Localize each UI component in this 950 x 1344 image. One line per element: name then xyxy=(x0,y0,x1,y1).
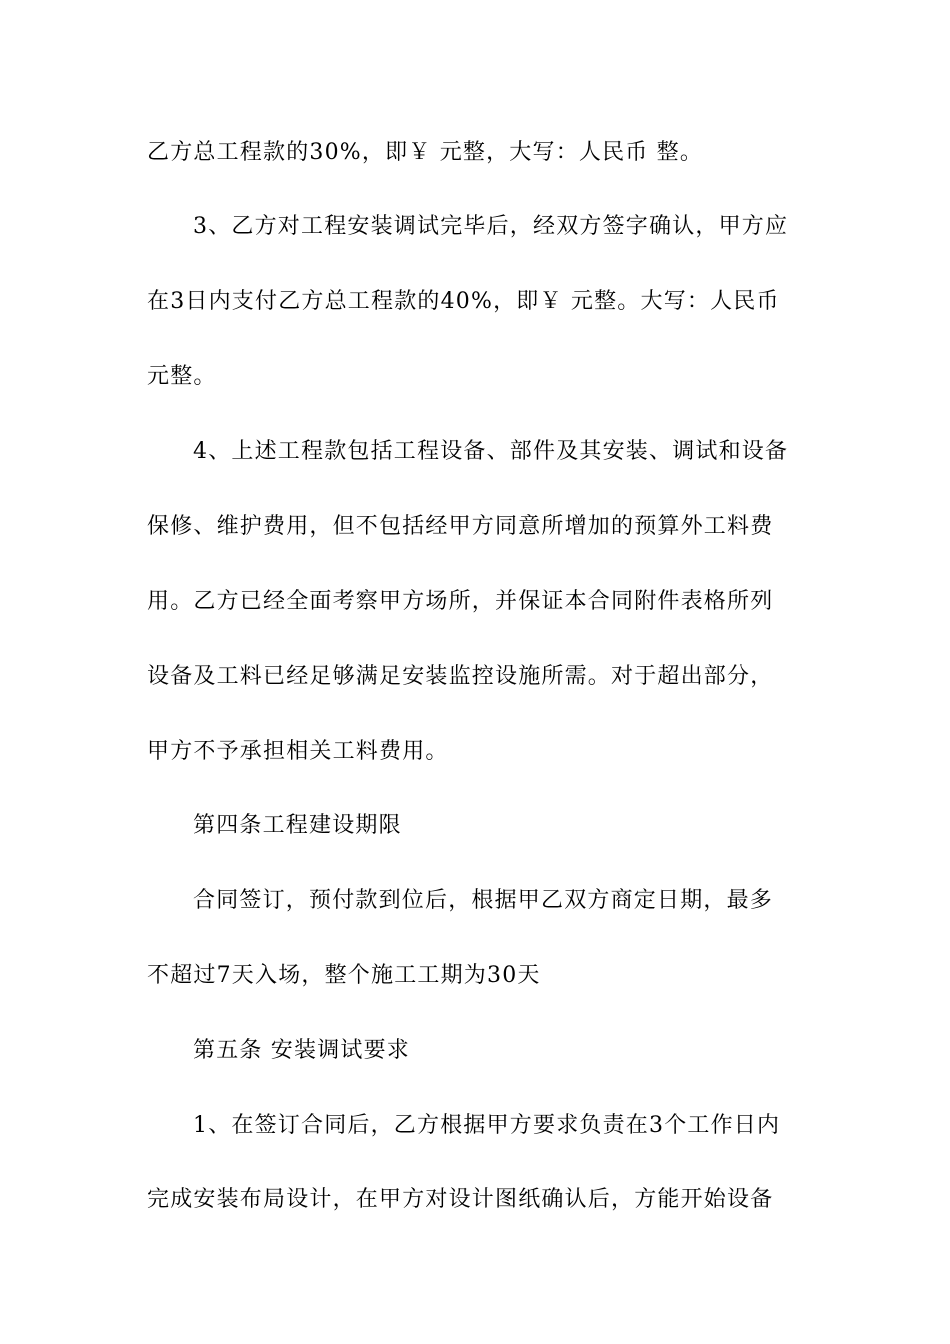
section-heading-5: 第五条 安装调试要求 xyxy=(193,1038,410,1063)
text-line-5: 4、上述工程款包括工程设备、部件及其安装、调试和设备 xyxy=(193,439,789,464)
section-heading-4: 第四条工程建设期限 xyxy=(193,813,402,838)
text-line-3: 在3日内支付乙方总工程款的40%，即￥ 元整。大写：人民币 xyxy=(147,289,780,314)
text-line-8: 设备及工料已经足够满足安装监控设施所需。对于超出部分， xyxy=(147,664,774,689)
text-line-1: 乙方总工程款的30%，即￥ 元整，大写：人民币 整。 xyxy=(147,140,704,165)
text-line-2: 3、乙方对工程安装调试完毕后，经双方签字确认，甲方应 xyxy=(193,214,789,239)
text-line-15: 完成安装布局设计，在甲方对设计图纸确认后，方能开始设备 xyxy=(147,1187,774,1212)
text-line-6: 保修、维护费用，但不包括经甲方同意所增加的预算外工料费 xyxy=(147,514,774,539)
text-line-11: 合同签订，预付款到位后，根据甲乙双方商定日期，最多 xyxy=(193,888,774,913)
text-line-14: 1、在签订合同后，乙方根据甲方要求负责在3个工作日内 xyxy=(193,1113,781,1138)
text-line-9: 甲方不予承担相关工料费用。 xyxy=(147,739,449,764)
text-line-12: 不超过7天入场，整个施工工期为30天 xyxy=(147,963,541,988)
text-line-7: 用。乙方已经全面考察甲方场所，并保证本合同附件表格所列 xyxy=(147,589,774,614)
text-line-4: 元整。 xyxy=(147,364,217,389)
